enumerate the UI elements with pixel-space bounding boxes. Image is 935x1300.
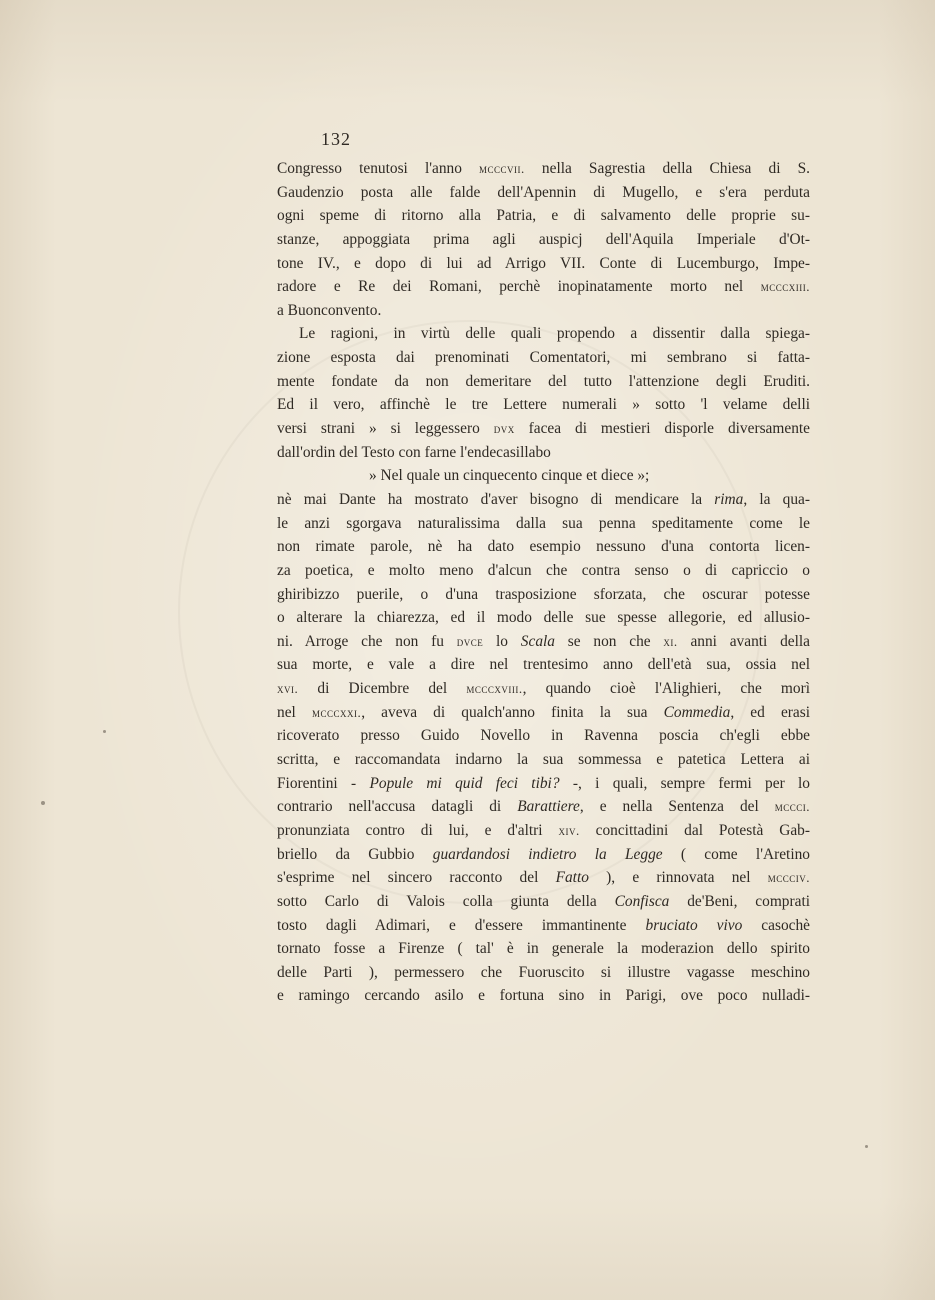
text-line: delle Parti ), permessero che Fuoruscito si illustre vagasse meschino [277,963,810,981]
text-line: xvi. di Dicembre del mcccxviii., quando cioè l'Alighieri, che morì [277,680,811,698]
text-line: zione esposta dai prenominati Comentatori, mi sembrano si fatta- [277,349,810,367]
text-line: tone IV., e dopo di lui ad Arrigo VII. Conte di Lucemburgo, Impe- [277,254,810,272]
text-line: mente fondate da non demeritare del tutto l'attenzione degli Eruditi. [277,372,810,390]
text-line: e ramingo cercando asilo e fortuna sino in Parigi, ove poco nulladi- [277,987,810,1005]
text-line: nel mcccxxi., aveva di qualch'anno finita la sua Commedia, ed erasi [277,703,810,721]
text-line: briello da Gubbio guardandosi indietro la Legge ( come l'Aretino [277,845,810,863]
text-line: stanze, appoggiata prima agli auspicj dell'Aquila Imperiale d'Ot- [277,230,810,248]
text-line: non rimate parole, nè ha dato esempio nessuno d'una contorta licen- [277,538,810,556]
text-line: dall'ordin del Testo con farne l'endecasillabo [277,443,551,461]
text-line: Fiorentini - Popule mi quid feci tibi? -, i quali, sempre fermi per lo [277,774,810,792]
text-line: Ed il vero, affinchè le tre Lettere numerali » sotto 'l velame delli [277,396,810,414]
text-line: scritta, e raccomandata indarno la sua sommessa e patetica Lettera ai [277,751,810,769]
text-line: radore e Re dei Romani, perchè inopinatamente morto nel mcccxiii. [277,278,810,296]
text-line: » Nel quale un cinquecento cinque et diece »; [369,467,650,485]
text-line: ni. Arroge che non fu dvce lo Scala se non che xi. anni avanti della [277,632,811,650]
text-line: o alterare la chiarezza, ed il modo delle sue spesse allegorie, ed allusio- [277,609,810,627]
text-line: tosto dagli Adimari, e d'essere immantinente bruciato vivo casochè [277,916,810,934]
text-line: pronunziata contro di lui, e d'altri xiv. concittadini dal Potestà Gab- [277,821,810,839]
text-line: Le ragioni, in virtù delle quali propendo a dissentir dalla spiega- [299,325,810,343]
page-number: 132 [321,129,351,149]
text-line: versi strani » si leggessero dvx facea di mestieri disporle diversamente [277,420,810,438]
text-line: tornato fosse a Firenze ( tal' è in generale la moderazion dello spirito [277,940,810,958]
text-line: ricoverato presso Guido Novello in Ravenna poscia ch'egli ebbe [277,727,810,745]
text-line: a Buonconvento. [277,301,382,319]
text-line: za poetica, e molto meno d'alcun che contra senso o di capriccio o [277,561,810,579]
text-line: contrario nell'accusa datagli di Barattiere, e nella Sentenza del mccci. [277,798,810,816]
text-line: sotto Carlo di Valois colla giunta della Confisca de'Beni, comprati [277,892,810,910]
ink-spot [41,801,45,805]
text-line: ogni speme di ritorno alla Patria, e di salvamento delle proprie su- [277,207,810,225]
ink-spot [103,730,106,733]
body-text [277,157,810,1008]
text-line: s'esprime nel sincero racconto del Fatto ), e rinnovata nel mccciv. [277,869,810,887]
ink-spot [865,1145,868,1148]
text-line: Congresso tenutosi l'anno mcccvii. nella Sagrestia della Chiesa di S. [277,160,810,177]
text-line: le anzi sgorgava naturalissima dalla sua penna speditamente come le [277,514,810,532]
text-line: nè mai Dante ha mostrato d'aver bisogno di mendicare la rima, la qua- [277,490,810,508]
text-line: sua morte, e vale a dire nel trentesimo anno dell'età sua, ossia nel [277,656,810,674]
text-line: Gaudenzio posta alle falde dell'Apennin di Mugello, e s'era perduta [277,183,810,201]
text-line: ghiribizzo puerile, o d'una trasposizione sforzata, che oscurar potesse [277,585,810,603]
